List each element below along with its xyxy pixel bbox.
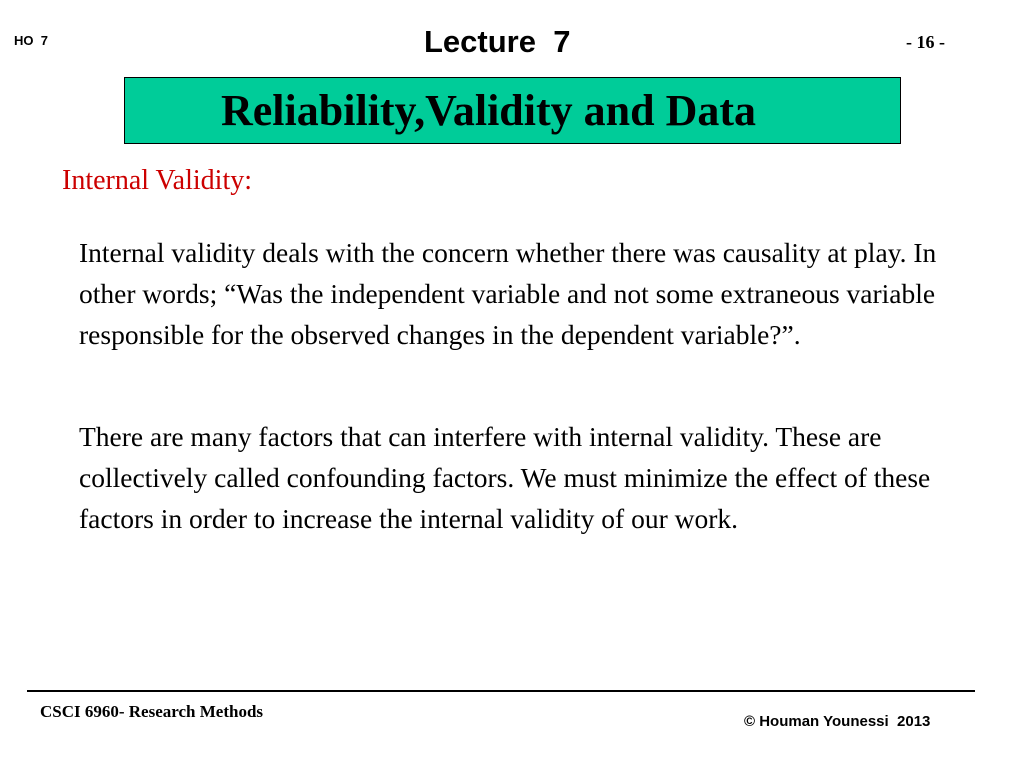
footer-course-name: CSCI 6960- Research Methods — [40, 702, 264, 721]
section-heading: Internal Validity: — [62, 165, 252, 196]
footer-copyright: © Houman Younessi 2013 — [744, 713, 931, 730]
slide-title: Reliability,Validity and Data — [221, 86, 757, 135]
title-banner — [124, 77, 901, 144]
lecture-label: Lecture 7 — [424, 24, 571, 59]
page-number: - 16 - — [906, 32, 945, 52]
handout-label: HO 7 — [14, 33, 48, 48]
body-paragraph-2: There are many factors that can interfere with internal validity. These are collectively called confounding factors. We must minimize the effect of these factors in order to increase the internal validity of our work. — [79, 421, 931, 534]
body-paragraph-1: Internal validity deals with the concern whether there was causality at play. In other words; “Was the independent variable and not some extraneous variable responsible for the observed changes in the dependent variable?”. — [79, 237, 937, 350]
footer-divider — [27, 690, 975, 692]
